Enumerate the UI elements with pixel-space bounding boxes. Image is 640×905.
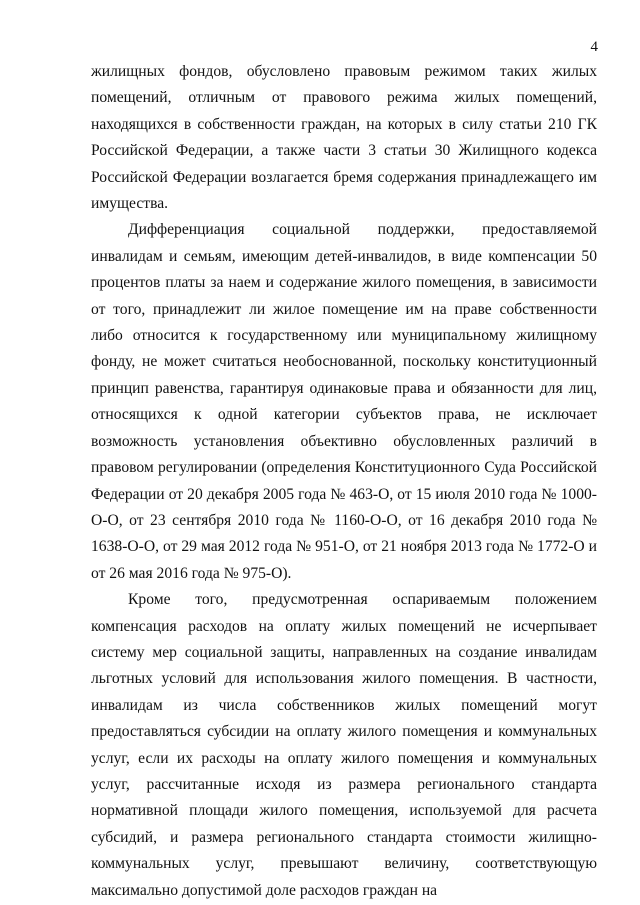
document-body (91, 59, 597, 904)
paragraph-2: Дифференциация социальной поддержки, предоставляемой инвалидам и семьям, имеющим детей-инвалидов, в виде компенсации 50 процентов платы за наем и содержание жилого помещения, в зависимости от того, принадлежит ли жилое помещение им на праве собственности либо относится к государственному или муниципальному жилищному фонду, не может считаться необоснованной, поскольку конституционный принцип равенства, гарантируя одинаковые права и обязанности для лиц, относящихся к одной категории субъектов права, не исключает возможность установления объективно обусловленных различий в правовом регулировании (определения Конституционного Суда Российской Федерации от 20 декабря 2005 года № 463-О, от 15 июля 2010 года № 1000-О-О, от 23 сентября 2010 года № 1160-О-О, от 16 декабря 2010 года № 1638-О-О, от 29 мая 2012 года № 951-О, от 21 ноября 2013 года № 1772-О и от 26 мая 2016 года № 975-О). (91, 221, 597, 582)
paragraph-3: Кроме того, предусмотренная оспариваемым положением компенсация расходов на оплату жилых помещений не исчерпывает систему мер социальной защиты, направленных на создание инвалидам льготных условий для использования жилого помещения. В частности, инвалидам из числа собственников жилых помещений могут предоставляться субсидии на оплату жилого помещения и коммунальных услуг, если их расходы на оплату жилого помещения и коммунальных услуг, рассчитанные исходя из размера регионального стандарта нормативной площади жилого помещения, используемой для расчета субсидий, и размера регионального стандарта стоимости жилищно-коммунальных услуг, превышают величину, соответствующую максимально допустимой доле расходов граждан на (91, 591, 597, 899)
page-number: 4 (590, 39, 598, 55)
paragraph-1: жилищных фондов, обусловлено правовым режимом таких жилых помещений, отличным от правового режима жилых помещений, находящихся в собственности граждан, на которых в силу статьи 210 ГК Российской Федерации, а также части 3 статьи 30 Жилищного кодекса Российской Федерации возлагается бремя содержания принадлежащего им имущества. (91, 63, 597, 213)
